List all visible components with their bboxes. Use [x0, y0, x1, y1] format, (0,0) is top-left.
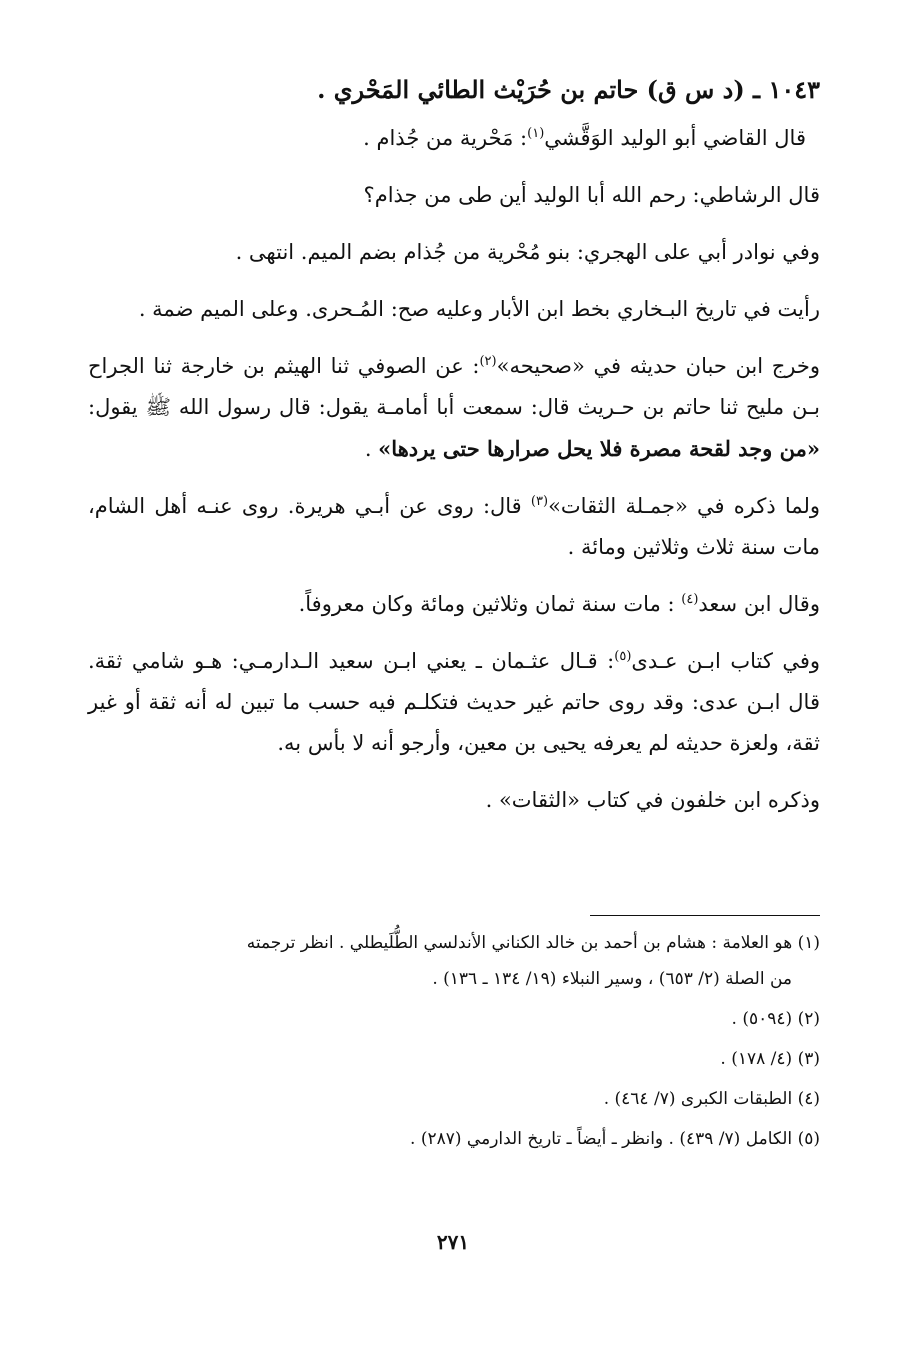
paragraph-6-rest: قال: روى عن أبـي هريرة. روى عنـه أهل الشام، مات سنة ثلاث وثلاثين ومائة . [88, 494, 820, 559]
footnote-3 [88, 1041, 820, 1077]
footnote-number: (٣) [797, 1049, 820, 1069]
paragraph-1-text: قال القاضي أبو الوليد الوَقَّشي [544, 126, 806, 150]
paragraph-6 [88, 486, 820, 568]
footnote-ref-3: (٣) [530, 494, 549, 509]
hadith-quote: «من وجد لقحة مصرة فلا يحل صرارها حتى يردها» [378, 436, 820, 461]
paragraph-4: رأيت في تاريخ البـخاري بخط ابن الأبار وعليه صح: المُـحرى. وعلى الميم ضمة . [138, 297, 820, 321]
footnote-4 [88, 1081, 820, 1117]
paragraph-9: وذكره ابن خلفون في كتاب «الثقات» . [485, 788, 820, 812]
paragraph-5 [88, 346, 820, 470]
footnote-1 [88, 925, 820, 997]
paragraph-5-rest: : عن الصوفي ثنا الهيثم بن خارجة ثنا الجراح بـن مليح ثنا حاتم بن حـريث قال: سمعت أبا أمامـة يقول: قال رسول الله ﷺ يقول: [88, 354, 820, 419]
paragraph-6-text: ولما ذكره في «جمـلة الثقات» [548, 494, 820, 518]
paragraph-1 [88, 118, 820, 159]
footnotes [88, 925, 820, 1161]
paragraph-8-rest: : قـال عثـمان ـ يعني ابـن سعيد الـدارمـي: هـو شامي ثقة. قال ابـن عدى: وقد روى حاتم غير حديث فتكلـم فيه حسب ما تبين له أنه ثقة أو غير ثقة، ولعزة حديثه لم يعرفه يحيى بن معين، وأرجو أنه لا بأس به. [88, 649, 820, 755]
footnote-ref-5: (٥) [614, 649, 632, 664]
footnote-ref-4: (٤) [681, 592, 699, 607]
paragraph-5-tail: . [364, 437, 379, 461]
paragraph-3: وفي نوادر أبي على الهجري: بنو مُحْرية من جُذام بضم الميم. انتهى . [235, 240, 820, 264]
footnote-number: (٢) [797, 1009, 820, 1029]
footnote-continuation: من الصلة (٢/ ٦٥٣) ، وسير النبلاء (١٩/ ١٣٤ ـ ١٣٦) . [432, 969, 792, 989]
page-number: ٢٧١ [436, 1230, 470, 1254]
paragraph-2: قال الرشاطي: رحم الله أبا الوليد أين طى من جذام؟ [363, 183, 820, 207]
entry-title: ١٠٤٣ ـ (د س ق) حاتم بن حُرَيْث الطائي المَحْري . [317, 75, 820, 104]
paragraph-8 [88, 641, 820, 764]
paragraph-8-text: وفي كتاب ابـن عـدى [631, 649, 820, 673]
paragraph-7 [88, 584, 820, 625]
footnote-ref-2: (٢) [479, 354, 497, 369]
footnote-2 [88, 1001, 820, 1037]
footnote-number: (١) [797, 933, 820, 953]
paragraph-7-rest: : مات سنة ثمان وثلاثين ومائة وكان معروفاً. [298, 592, 682, 616]
footnote-text: الطبقات الكبرى (٧/ ٤٦٤) . [603, 1089, 793, 1109]
footnote-number: (٤) [797, 1089, 820, 1109]
paragraph-7-text: وقال ابن سعد [698, 592, 820, 616]
footnote-text: الكامل (٧/ ٤٣٩) . وانظر ـ أيضاً ـ تاريخ الدارمي (٢٨٧) . [410, 1129, 793, 1149]
footnote-text: (٤/ ١٧٨) . [720, 1049, 793, 1069]
main-text [88, 66, 820, 837]
footnote-5 [88, 1121, 820, 1157]
paragraph-1-rest: : مَحْرية من جُذام . [363, 126, 528, 150]
footnote-ref-1: (١) [527, 126, 545, 141]
footnote-separator [590, 915, 820, 916]
footnote-text: هو العلامة : هشام بن أحمد بن خالد الكناني الأندلسي الطُّلَيطلي . انظر ترجمته [246, 933, 793, 953]
paragraph-5-text: وخرج ابن حبان حديثه في «صحيحه» [496, 354, 820, 378]
footnote-number: (٥) [797, 1129, 820, 1149]
footnote-text: (٥٠٩٤) . [731, 1009, 793, 1029]
